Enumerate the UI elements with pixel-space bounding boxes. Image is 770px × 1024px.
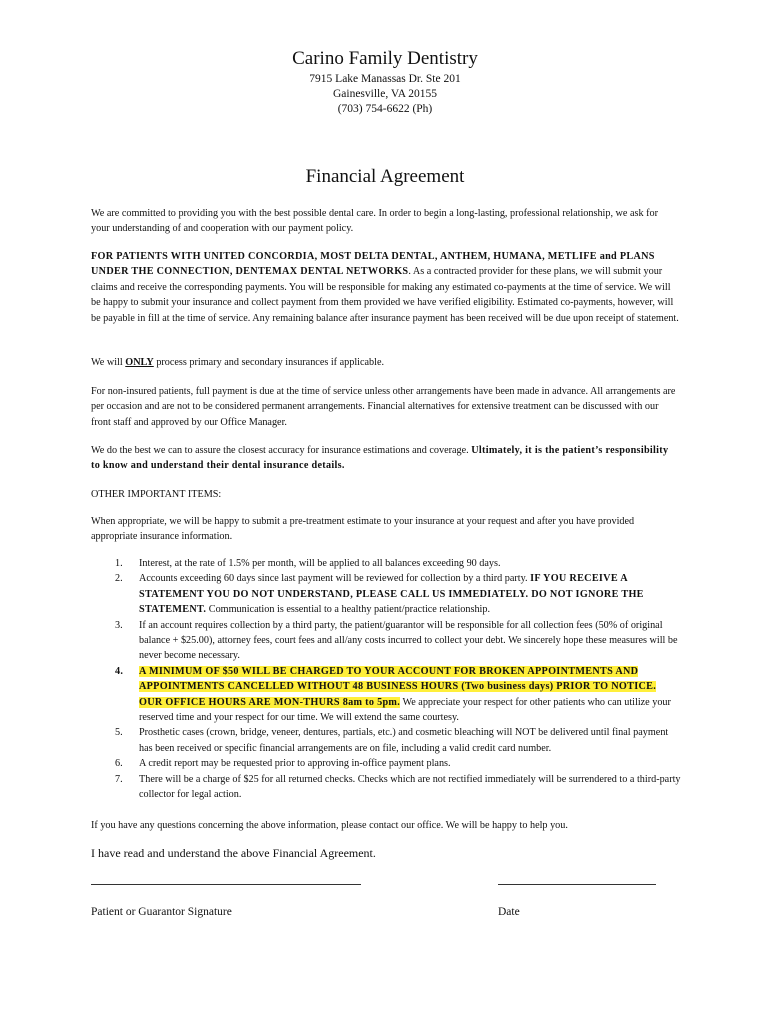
item-number: 3. xyxy=(115,619,123,631)
questions-paragraph: If you have any questions concerning the above information, please contact our office. We will be happy to help you. xyxy=(91,820,568,831)
address-line-2: Gainesville, VA 20155 xyxy=(332,88,438,100)
address-line-1: 7915 Lake Manassas Dr. Ste 201 xyxy=(309,73,461,85)
item-text-after: We appreciate your respect for other patients who can utilize your reserved time and your respect for our time. We will extend the same courtesy. xyxy=(139,696,671,724)
contracted-plans-list: FOR PATIENTS WITH UNITED CONCORDIA, MOST DELTA DENTAL, ANTHEM, HUMANA, METLIFE and PLANS UNDER THE CONNECTION, DENTEMAX DENTAL NETWORKS xyxy=(91,251,655,278)
item-number: 6. xyxy=(115,758,123,770)
intro-paragraph: We are committed to providing you with the best possible dental care. In order to begin a long-lasting, professional relationship, we ask for your understanding of and cooperation with our payment policy. xyxy=(91,208,658,235)
only-pre-text: We will xyxy=(91,357,126,368)
broken-appointment-highlight: A MINIMUM OF $50 WILL BE CHARGED TO YOUR ACCOUNT FOR BROKEN APPOINTMENTS AND APPOINTMENTS CANCELLED WITHOUT 48 BUSINESS HOURS (Two business days) PRIOR TO NOTICE. OUR OFFICE HOURS ARE MON-THURS 8am to 5pm. xyxy=(139,665,657,708)
item-text: Accounts exceeding 60 days since last payment will be reviewed for collection by a third party. xyxy=(139,573,531,585)
item-number: 7. xyxy=(115,773,123,785)
item-text: There will be a charge of $25 for all returned checks. Checks which are not rectified immediately will be surrendered to a third-party collector for legal action. xyxy=(139,773,681,801)
practice-name: Carino Family Dentistry xyxy=(292,48,478,69)
only-post-text: process primary and secondary insurances if applicable. xyxy=(153,357,385,368)
item-number: 1. xyxy=(115,558,123,569)
contracted-plans-text: . As a contracted provider for these plans, we will submit your claims and receive the corresponding payments. You will be responsible for making any estimated co-payments at the time of service. We will be happy to submit your insurance and collect payment from them provided we have verified eligibility. Estimated co-payments, however, will be payable in fill at the time of service. Any remaining balance after insurance payment has been received will be due upon receipt of statement. xyxy=(91,266,679,324)
only-primary-secondary-paragraph xyxy=(91,355,679,370)
only-emphasis: ONLY xyxy=(125,357,154,368)
document-title: Financial Agreement xyxy=(305,166,465,187)
item-text: If an account requires collection by a third party, the patient/guarantor will be responsible for all collection fees (50% of original balance + $25.00), attorney fees, court fees and all/any costs incurred to collect your debt. We sincerely hope these measures will be never become necessary. xyxy=(139,619,678,662)
statement-warning: IF YOU RECEIVE A STATEMENT YOU DO NOT UNDERSTAND, PLEASE CALL US IMMEDIATELY. DO NOT IGNORE THE STATEMENT. xyxy=(139,573,644,616)
date-label: Date xyxy=(498,906,520,918)
list-item xyxy=(91,756,681,771)
list-item xyxy=(91,618,681,664)
list-item xyxy=(91,571,681,617)
item-text: A credit report may be requested prior to approving in-office payment plans. xyxy=(139,758,451,770)
date-line[interactable] xyxy=(498,884,656,885)
list-item xyxy=(91,772,681,803)
other-items-heading: OTHER IMPORTANT ITEMS: xyxy=(91,489,222,500)
item-text: Prosthetic cases (crown, bridge, veneer, dentures, partials, etc.) and cosmetic bleaching will NOT be delivered until final payment has been received or specific financial arrangements are on file, including a valid credit card number. xyxy=(139,727,669,754)
item-number: 5. xyxy=(115,727,123,739)
important-items-list xyxy=(91,556,681,803)
pretreatment-paragraph: When appropriate, we will be happy to submit a pre-treatment estimate to your insurance at your request and after you have provided appropriate insurance information. xyxy=(91,516,635,543)
contracted-plans-paragraph xyxy=(91,249,679,326)
list-item xyxy=(91,725,681,756)
item-number: 2. xyxy=(115,573,123,585)
item-text: Interest, at the rate of 1.5% per month, will be applied to all balances exceeding 90 days. xyxy=(139,558,501,569)
item-number: 4. xyxy=(115,665,124,677)
phone-number: (703) 754-6622 (Ph) xyxy=(337,103,433,115)
signature-label: Patient or Guarantor Signature xyxy=(91,906,232,918)
estimates-text: We do the best we can to assure the closest accuracy for insurance estimations and coverage. xyxy=(91,445,472,456)
estimates-paragraph xyxy=(91,443,679,474)
patient-responsibility-text: Ultimately, it is the patient’s responsibility to know and understand their dental insurance details. xyxy=(91,445,669,472)
acknowledgement-statement: I have read and understand the above Financial Agreement. xyxy=(91,846,376,860)
signature-line[interactable] xyxy=(91,884,361,885)
item-text-after: Communication is essential to a healthy patient/practice relationship. xyxy=(206,604,491,616)
list-item xyxy=(91,556,681,571)
list-item xyxy=(91,664,681,726)
non-insured-paragraph: For non-insured patients, full payment is due at the time of service unless other arrangements have been made in advance. All arrangements are per occasion and are not to be considered permanent arrangements. Financial alternatives for extensive treatment can be discussed with our front staff and approved by our Office Manager. xyxy=(91,386,676,428)
